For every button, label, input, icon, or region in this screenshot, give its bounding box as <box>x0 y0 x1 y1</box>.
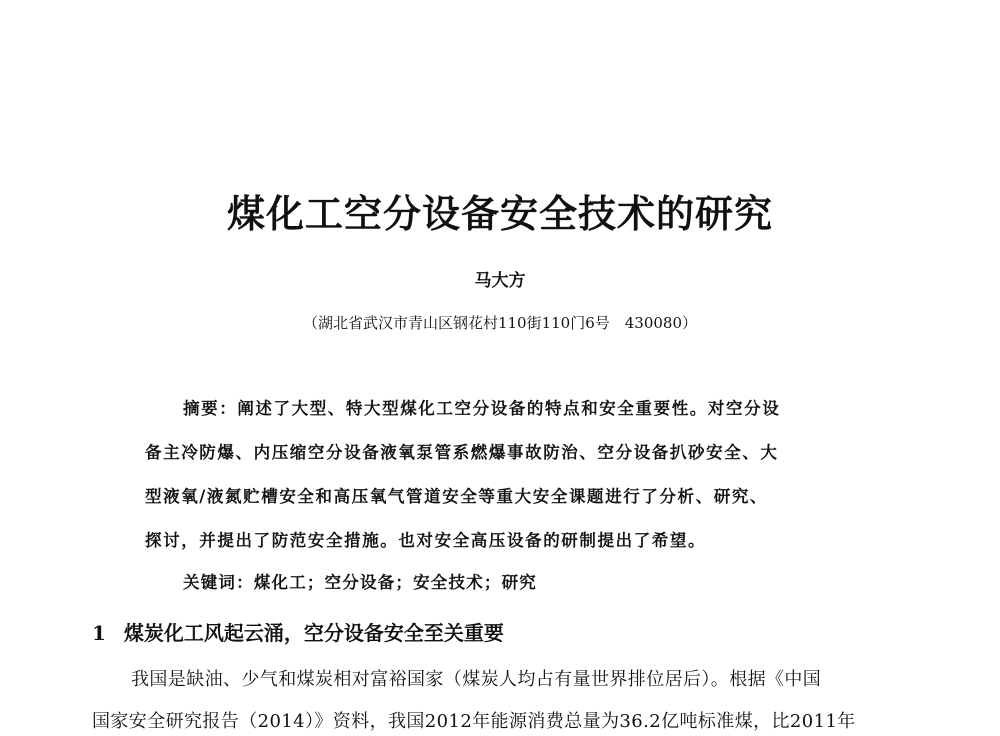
section-title: 煤炭化工风起云涌，空分设备安全至关重要 <box>123 621 504 645</box>
abstract-line-1 <box>183 396 855 422</box>
abstract-text: 阐述了大型、特大型煤化工空分设备的特点和安全重要性。对空分设 <box>237 399 781 418</box>
section-number: 1 <box>92 621 106 645</box>
abstract-label: 摘要： <box>183 399 238 418</box>
keywords-label: 关键词： <box>183 573 254 592</box>
body-paragraph-line-1: 我国是缺油、少气和煤炭相对富裕国家（煤炭人均占有量世界排位居后）。根据《中国 <box>131 669 822 690</box>
body-paragraph-line-2: 国家安全研究报告（2014）》资料，我国2012年能源消费总量为36.2亿吨标准煤，比2011年 <box>92 711 856 732</box>
keywords-text: 煤化工；空分设备；安全技术；研究 <box>253 573 538 592</box>
abstract-line-3: 型液氧/液氮贮槽安全和高压氧气管道安全等重大安全课题进行了分析、研究、 <box>145 487 769 506</box>
keywords <box>183 570 537 596</box>
section-heading <box>92 618 504 648</box>
paper-title: 煤化工空分设备安全技术的研究 <box>226 191 773 236</box>
abstract-line-2: 备主冷防爆、内压缩空分设备液氧泵管系燃爆事故防治、空分设备扒砂安全、大 <box>145 443 779 462</box>
abstract-line-4: 探讨，并提出了防范安全措施。也对安全高压设备的研制提出了希望。 <box>145 531 707 550</box>
author-name: 马大方 <box>474 271 526 291</box>
author-affiliation: （湖北省武汉市青山区钢花村110街110门6号 430080） <box>302 314 698 332</box>
